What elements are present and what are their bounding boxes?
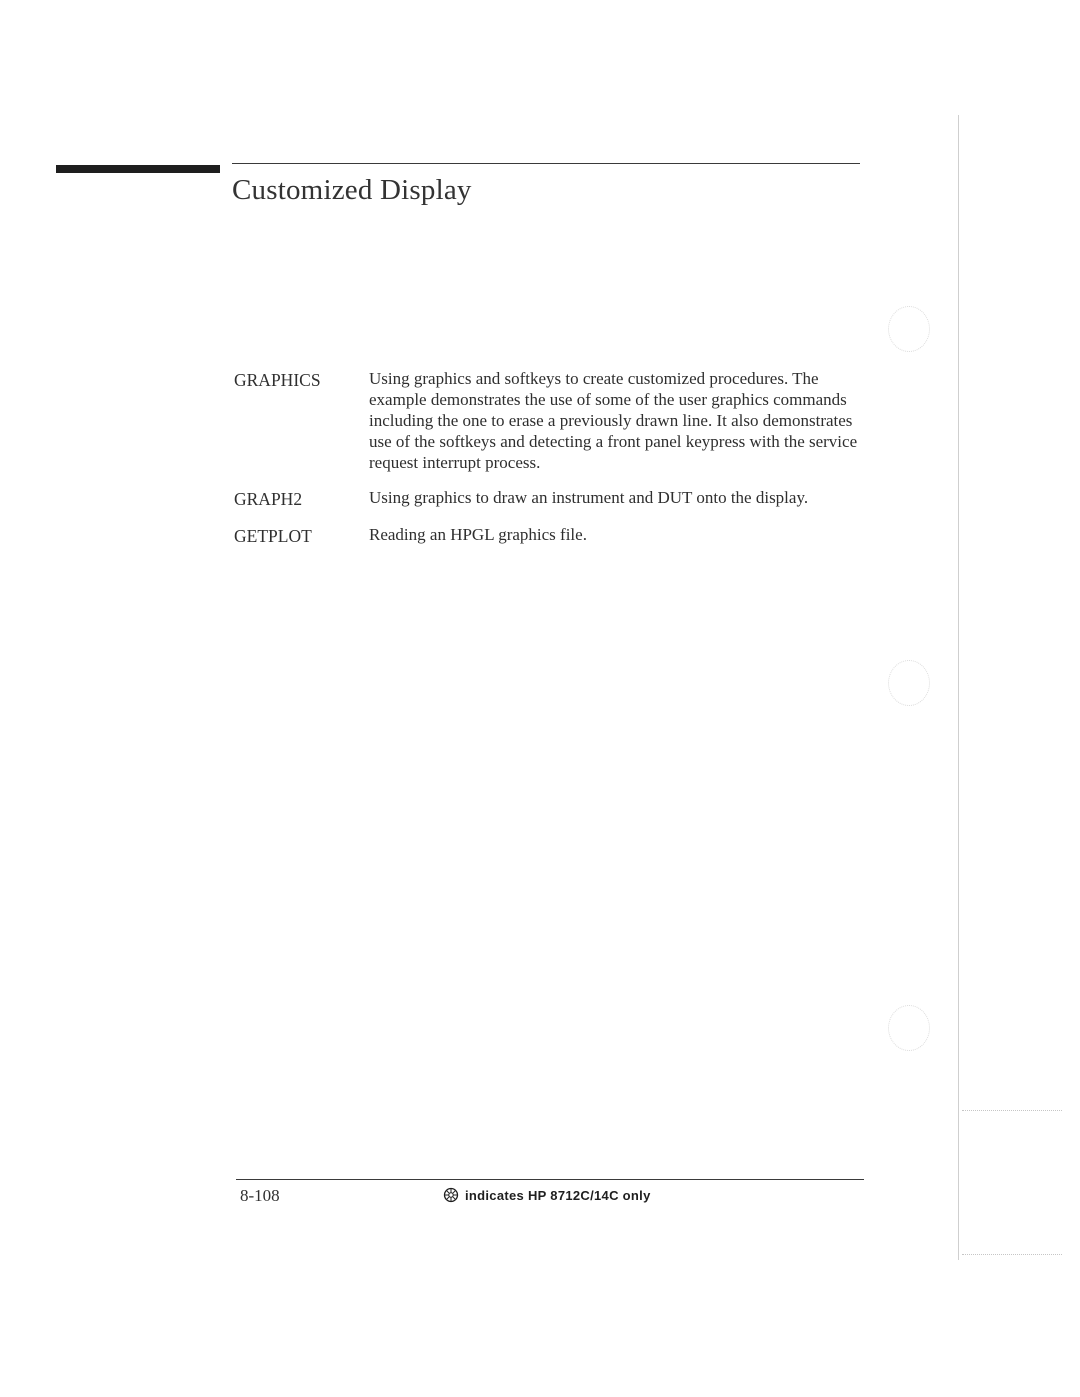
- list-item: [234, 368, 874, 473]
- program-name: GETPLOT: [234, 526, 312, 546]
- title-rule: [232, 163, 860, 164]
- list-item: [234, 487, 874, 510]
- program-name: GRAPHICS: [234, 370, 321, 390]
- program-description: Using graphics and softkeys to create customized procedures. The example demonstrates the use of some of the user graphics commands including the one to erase a previously drawn line. It also demonstrates use of the softkeys and detecting a front panel keypress with the service request interrupt process.: [369, 369, 858, 472]
- program-description: Using graphics to draw an instrument and DUT onto the display.: [369, 488, 809, 507]
- section-tab-bar: [56, 165, 220, 173]
- punch-hole: [888, 306, 930, 352]
- binder-edge-line: [958, 115, 959, 1260]
- binder-edge-dots: [962, 1254, 1062, 1255]
- binder-edge-dots: [962, 1110, 1062, 1111]
- footer-note: [443, 1187, 651, 1203]
- list-item: [234, 524, 874, 547]
- program-name: GRAPH2: [234, 489, 303, 509]
- sun-symbol-icon: [443, 1187, 459, 1203]
- punch-hole: [888, 1005, 930, 1051]
- page-title: Customized Display: [232, 174, 472, 206]
- punch-hole: [888, 660, 930, 706]
- program-list: [234, 368, 874, 561]
- footer-note-text: indicates HP 8712C/14C only: [465, 1187, 651, 1203]
- program-description: Reading an HPGL graphics file.: [369, 525, 587, 544]
- footer-rule: [236, 1179, 864, 1180]
- page-number: 8-108: [240, 1186, 280, 1205]
